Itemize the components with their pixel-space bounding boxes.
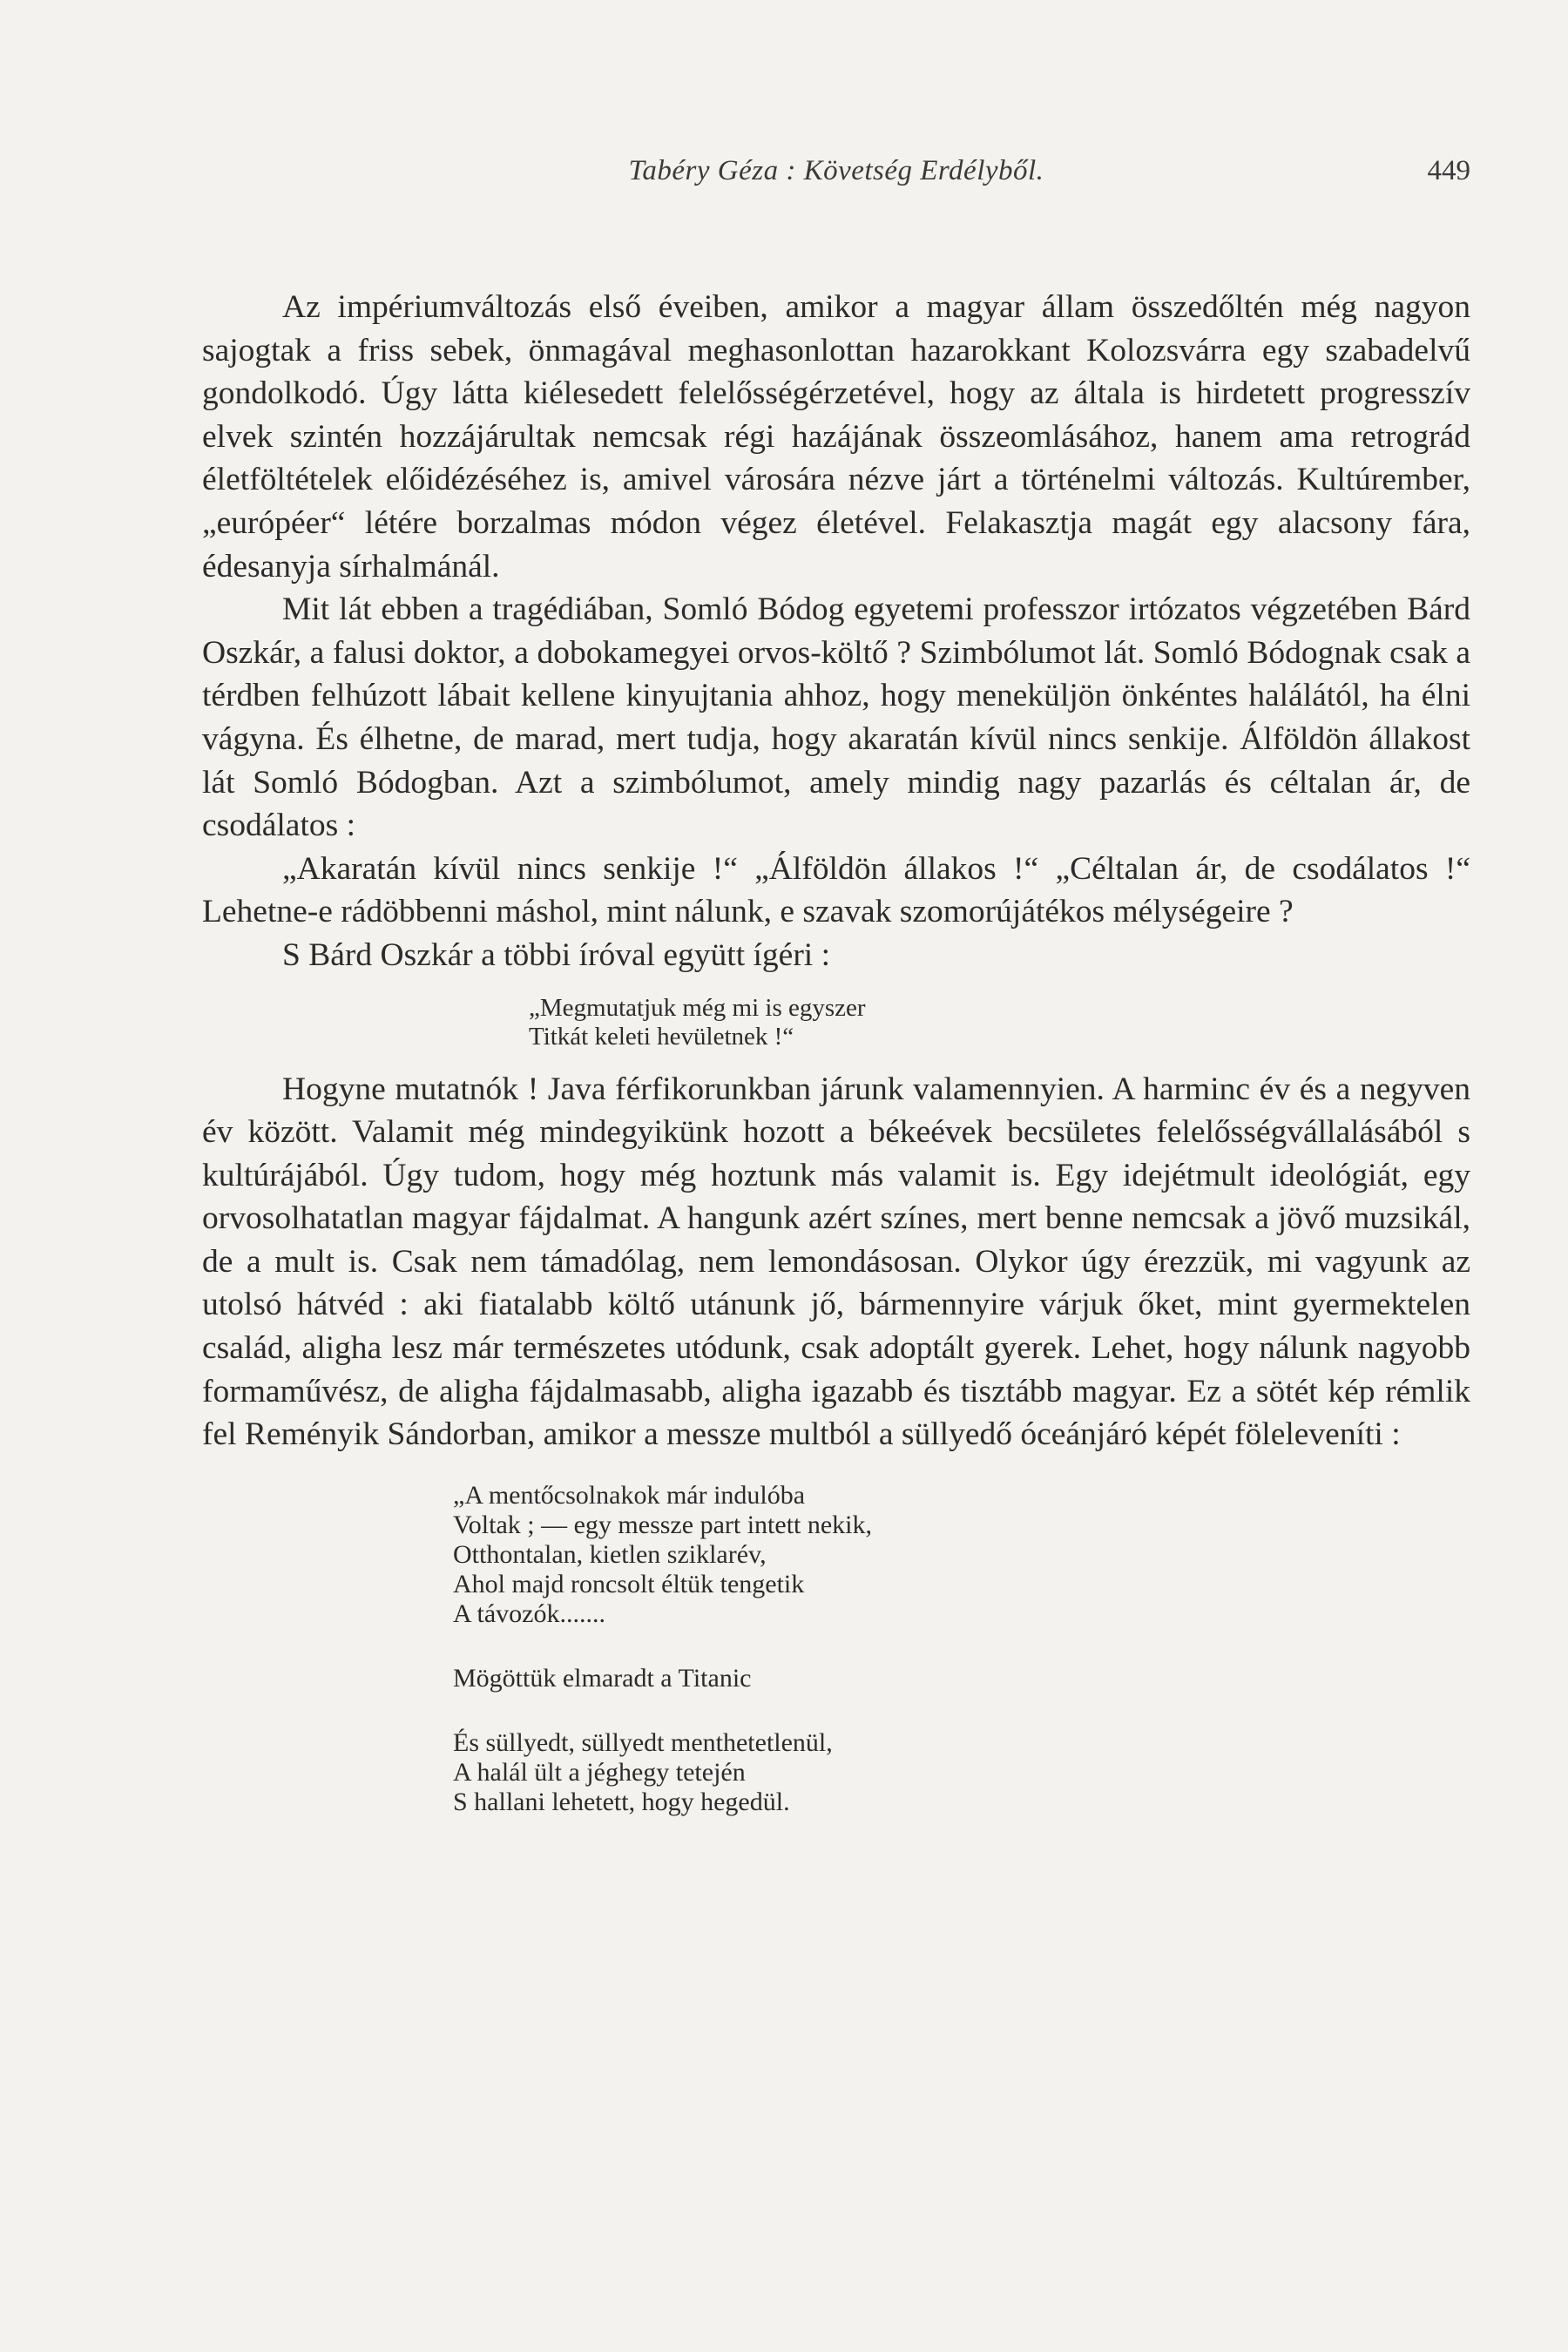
poem-line: És süllyedt, süllyedt menthetetlenül, — [453, 1727, 833, 1757]
verse-line: „Megmutatjuk még mi is egyszer — [529, 993, 866, 1022]
paragraph-5: Hogyne mutatnók ! Java férfikorunkban járunk valamennyien. A harminc év és a negyven év között. Valamit még mindegyikünk hozott a békeévek becsületes felelősségvállalásából s kultúrájából. Úgy tudom, hogy még hoztunk más valamit is. Egy idejétmult ideológiát, egy orvosolhatatlan magyar fájdalmat. A hangunk azért színes, mert benne nemcsak a jövő muzsikál, de a mult is. Csak nem támadólag, nem lemondásosan. Olykor úgy érezzük, mi vagyunk az utolsó hátvéd : aki fiatalabb költő utánunk jő, bármennyire várjuk őket, mint gyermektelen család, aligha lesz már természetes utódunk, csak adoptált gyerek. Lehet, hogy nálunk nagyobb formaművész, de aligha fájdalmasabb, aligha igazabb és tisztább magyar. Ez a sötét kép rémlik fel Reményik Sándorban, amikor a messze multból a süllyedő óceánjáró képét föleleveníti : — [202, 1071, 1470, 1453]
poem-line: Otthontalan, kietlen sziklarév, — [453, 1539, 767, 1569]
poem-line: A halál ült a jéghegy tetején — [453, 1757, 746, 1787]
page-header — [202, 155, 1470, 199]
poem-line: Voltak ; — egy messze part intett nekik, — [453, 1510, 873, 1539]
quoted-verse — [529, 994, 1470, 1051]
poem-line: „A mentőcsolnakok már indulóba — [453, 1480, 806, 1510]
paragraph-4: S Bárd Oszkár a többi íróval együtt ígéri : — [282, 936, 831, 973]
paragraph-2: Mit lát ebben a tragédiában, Somló Bódog egyetemi professzor irtózatos végzetében Bárd Oszkár, a falusi doktor, a dobokamegyei orvos-költő ? Szimbólumot lát. Somló Bódognak csak a térdben felhúzott lábait kellene kinyujtania ahhoz, hogy meneküljön önkéntes halálától, ha élni vágyna. És élhetne, de marad, mert tudja, hogy akaratán kívül nincs senkije. Álföldön állakost lát Somló Bódogban. Azt a szimbólumot, amely mindig nagy pazarlás és céltalan ár, de csodálatos : — [202, 591, 1470, 844]
poem-line: S hallani lehetett, hogy hegedül. — [453, 1787, 790, 1816]
page-number: 449 — [1427, 155, 1470, 186]
running-title: Tabéry Géza : Követség Erdélyből. — [628, 155, 1044, 186]
paragraph-3: „Akaratán kívül nincs senkije !“ „Álföldön állakos !“ „Céltalan ár, de csodálatos !“ Lehetne-e rádöbbenni máshol, mint nálunk, e szavak szomorújátékos mélységeire ? — [202, 850, 1470, 930]
poem-line: A távozók....... — [453, 1598, 605, 1628]
poem-line: Ahol majd roncsolt éltük tengetik — [453, 1569, 805, 1598]
poem-line: Mögöttük elmaradt a Titanic — [453, 1663, 752, 1693]
poem-stanza — [453, 1728, 1470, 1817]
poem-stanza — [453, 1664, 1470, 1693]
poem-stanza — [453, 1481, 1470, 1629]
paragraph-1: Az impériumváltozás első éveiben, amikor a magyar állam összedőltén még nagyon sajogtak a friss sebek, önmagával meghasonlottan hazarokkant Kolozsvárra egy szabadelvű gondolkodó. Úgy látta kiélesedett felelősségérzetével, hogy az általa is hirdetett progresszív elvek szintén hozzájárultak nemcsak régi hazájának összeomlásához, hanem ama retrográd életföltételek előidézéséhez is, amivel városára nézve járt a történelmi változás. Kultúrember, „európéer“ létére borzalmas módon végez életével. Felakasztja magát egy alacsony fára, édesanyja sírhalmánál. — [202, 289, 1470, 585]
verse-line: Titkát keleti hevületnek !“ — [529, 1022, 794, 1051]
body-text — [202, 286, 1470, 1817]
poem-quote — [453, 1481, 1470, 1817]
